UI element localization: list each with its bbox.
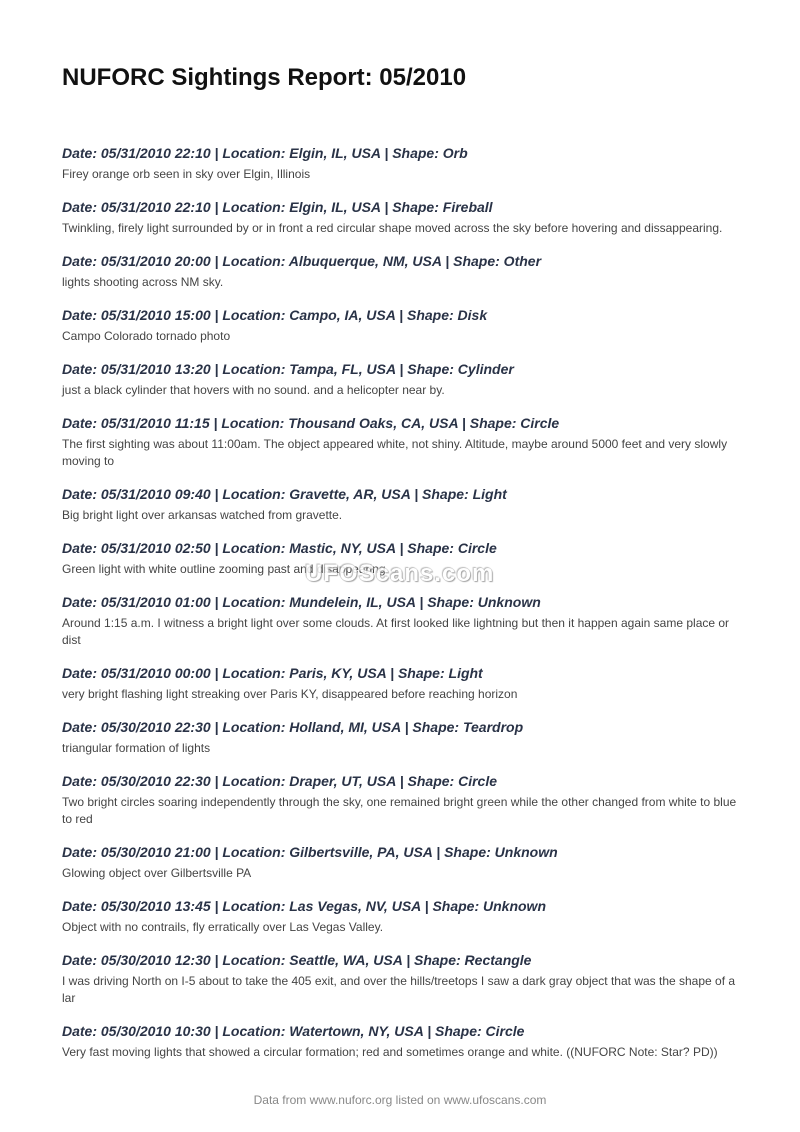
sighting-header: Date: 05/30/2010 13:45 | Location: Las Vegas, NV, USA | Shape: Unknown <box>62 898 546 914</box>
sighting-header: Date: 05/31/2010 01:00 | Location: Mundelein, IL, USA | Shape: Unknown <box>62 594 541 610</box>
sighting-header: Date: 05/30/2010 12:30 | Location: Seattle, WA, USA | Shape: Rectangle <box>62 952 532 968</box>
sighting-description: Big bright light over arkansas watched from gravette. <box>62 508 343 522</box>
sighting-header: Date: 05/30/2010 21:00 | Location: Gilbertsville, PA, USA | Shape: Unknown <box>62 844 558 860</box>
sighting-header: Date: 05/31/2010 22:10 | Location: Elgin, IL, USA | Shape: Fireball <box>62 199 493 215</box>
sighting-entry <box>62 414 742 470</box>
sighting-entry <box>62 252 742 291</box>
sighting-header: Date: 05/31/2010 02:50 | Location: Mastic, NY, USA | Shape: Circle <box>62 540 497 556</box>
sighting-entry <box>62 198 742 237</box>
sighting-entry <box>62 772 742 828</box>
sighting-header: Date: 05/31/2010 13:20 | Location: Tampa, FL, USA | Shape: Cylinder <box>62 361 514 377</box>
sighting-header: Date: 05/30/2010 10:30 | Location: Watertown, NY, USA | Shape: Circle <box>62 1023 525 1039</box>
sighting-description: Two bright circles soaring independently through the sky, one remained bright green while the other changed from white to blue to red <box>62 795 737 826</box>
report-page <box>62 62 742 1076</box>
sighting-entry <box>62 306 742 345</box>
sighting-entry <box>62 951 742 1007</box>
sighting-description: lights shooting across NM sky. <box>62 275 224 289</box>
sighting-description: Firey orange orb seen in sky over Elgin, Illinois <box>62 167 311 181</box>
sighting-entry <box>62 843 742 882</box>
page-footer: Data from www.nuforc.org listed on www.ufoscans.com <box>253 1093 547 1107</box>
sighting-description: Green light with white outline zooming past and disappearing <box>62 562 386 576</box>
sighting-description: Campo Colorado tornado photo <box>62 329 231 343</box>
sighting-header: Date: 05/30/2010 22:30 | Location: Holland, MI, USA | Shape: Teardrop <box>62 719 524 735</box>
sighting-description: triangular formation of lights <box>62 741 211 755</box>
sighting-description: Object with no contrails, fly erratically over Las Vegas Valley. <box>62 920 384 934</box>
sightings-list <box>62 144 742 1061</box>
sighting-entry <box>62 897 742 936</box>
sighting-description: The first sighting was about 11:00am. The object appeared white, not shiny. Altitude, maybe around 5000 feet and very slowly moving to <box>62 437 728 468</box>
sighting-entry <box>62 593 742 649</box>
sighting-header: Date: 05/31/2010 15:00 | Location: Campo, IA, USA | Shape: Disk <box>62 307 488 323</box>
sighting-description: very bright flashing light streaking over Paris KY, disappeared before reaching horizon <box>62 687 518 701</box>
sighting-entry <box>62 539 742 578</box>
sighting-header: Date: 05/31/2010 09:40 | Location: Gravette, AR, USA | Shape: Light <box>62 486 507 502</box>
sighting-entry <box>62 1022 742 1061</box>
sighting-header: Date: 05/31/2010 11:15 | Location: Thousand Oaks, CA, USA | Shape: Circle <box>62 415 560 431</box>
sighting-description: Around 1:15 a.m. I witness a bright light over some clouds. At first looked like lightning but then it happen again same place or dist <box>62 616 730 647</box>
ufoscans-watermark: UFOScans.com <box>305 560 495 587</box>
sighting-entry <box>62 360 742 399</box>
sighting-entry <box>62 664 742 703</box>
sighting-description: Glowing object over Gilbertsville PA <box>62 866 252 880</box>
sighting-header: Date: 05/30/2010 22:30 | Location: Draper, UT, USA | Shape: Circle <box>62 773 497 789</box>
sighting-entry <box>62 718 742 757</box>
sighting-entry <box>62 144 742 183</box>
sighting-description: just a black cylinder that hovers with no sound. and a helicopter near by. <box>62 383 445 397</box>
sighting-header: Date: 05/31/2010 22:10 | Location: Elgin, IL, USA | Shape: Orb <box>62 145 468 161</box>
sighting-description: Twinkling, firely light surrounded by or in front a red circular shape moved across the sky before hovering and dissappearing. <box>62 221 723 235</box>
sighting-header: Date: 05/31/2010 20:00 | Location: Albuquerque, NM, USA | Shape: Other <box>62 253 542 269</box>
sighting-description: Very fast moving lights that showed a circular formation; red and sometimes orange and white. ((NUFORC Note: Star? PD)) <box>62 1045 718 1059</box>
sighting-header: Date: 05/31/2010 00:00 | Location: Paris, KY, USA | Shape: Light <box>62 665 483 681</box>
sighting-entry <box>62 485 742 524</box>
report-title: NUFORC Sightings Report: 05/2010 <box>62 64 467 91</box>
sighting-description: I was driving North on I-5 about to take the 405 exit, and over the hills/treetops I saw a dark gray object that was the shape of a lar <box>62 974 736 1005</box>
